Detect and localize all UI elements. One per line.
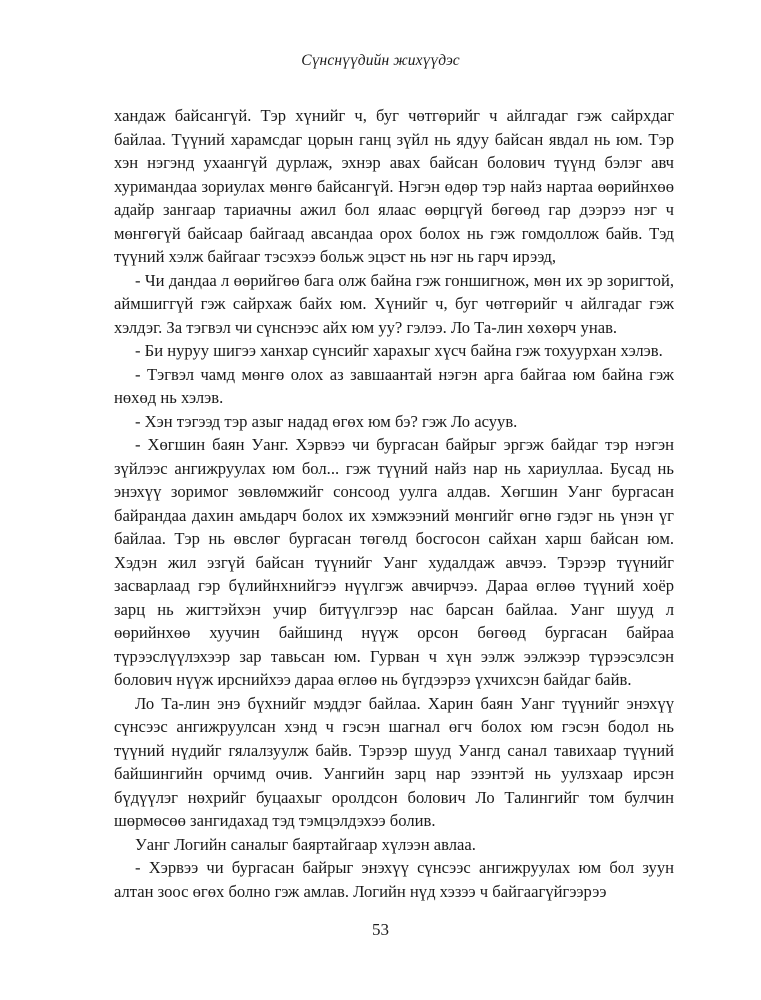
- paragraph: хандаж байсангүй. Тэр хүнийг ч, буг чөтгөрийг ч айлгадаг гэж сайрхдаг байлаа. Түүний харамсдаг цорын ганц зүйл нь ядуу байсан явдал нь юм. Тэр хэн нэгэнд ухаангүй дурлаж, эхнэр авах байсан болович түүнд бэлэг авч хуримандаа зориулах мөнгө байсангүй. Нэгэн өдөр тэр найз нартаа өөрийнхөө адайр зангаар тариачны ажил бол ялаас өөрцгүй бөгөөд гар дээрээ нэг ч мөнгөгүй байсаар байгаад авсандаа орох болох нь гэж гомдоллож байв. Тэд түүний хэлж байгааг тэсэхээ больж эцэст нь нэг нь гарч ирээд,: [114, 106, 674, 266]
- paragraph: - Би нуруу шигээ ханхар сүнсийг харахыг хүсч байна гэж тохуурхан хэлэв.: [135, 341, 663, 360]
- paragraph: Ло Та-лин энэ бүхнийг мэддэг байлаа. Харин баян Уанг түүнийг энэхүү сүнсээс ангижруулсан хэнд ч гэсэн шагнал өгч болох юм гэсэн бодол нь түүний нүдийг гялалзуулж байв. Тэрээр шууд Уангд санал тавихаар түүний байшингийн орчимд очив. Уангийн зарц нар эзэнтэй нь уулзхаар ирсэн бүдүүлэг нөхрийг буцаахыг оролдсон болович Ло Талингийг том булчин шөрмөсөө зангидахад тэд тэмцэлдэхээ болив.: [114, 693, 674, 830]
- running-header: Сүнснүүдийн жихүүдэс: [301, 52, 460, 69]
- paragraph: - Тэгвэл чамд мөнгө олох аз завшаантай нэгэн арга байгаа юм байна гэж нөхөд нь хэлэв.: [114, 364, 674, 407]
- paragraph: - Чи дандаа л өөрийгөө бага олж байна гэж гоншигнож, мөн их эр зоригтой, аймшиггүй гэж сайрхаж байх юм. Хүнийг ч, буг чөтгөрийг ч айлгадаг гэж хэлдэг. За тэгвэл чи сүнснээс айх юм уу? гэлээ. Ло Та-лин хөхөрч унав.: [114, 270, 674, 337]
- paragraph: - Хэрвээ чи бургасан байрыг энэхүү сүнсээс ангижруулах юм бол зуун алтан зоос өгөх болно гэж амлав. Логийн нүд хэзээ ч байгаагүйгээрээ: [114, 858, 674, 901]
- paragraph: - Хөгшин баян Уанг. Хэрвээ чи бургасан байрыг эргэж байдаг тэр нэгэн зүйлээс ангижруулах юм бол... гэж түүний найз нар нь хариуллаа. Бусад нь энэхүү зоримог зөвлөмжийг сонсоод уулга алдав. Хөгшин Уанг бургасан байрандаа дахин амьдарч болох их хэмжээний мөнгийг өгнө гэдэг нь үнэн үг байлаа. Тэр нь өвслөг бургасан төгөлд босгосон сайхан харш байсан юм. Хэдэн жил эзгүй байсан түүнийг Уанг худалдаж авчээ. Тэрээр түүнийг засварлаад гэр бүлийнхнийгээ нүүлгэж авчирчээ. Дараа өглөө түүний хоёр зарц нь жигтэйхэн учир битүүлгээр нас барсан байлаа. Уанг шууд л өөрийнхөө хуучин байшинд нүүж орсон бөгөөд бургасан байраа түрээслүүлэхээр зар тавьсан юм. Гурван ч хүн ээлж ээлжээр түрээсэлсэн болович нүүж ирснийхээ дараа өглөө нь бүгдээрээ үхчихсэн байдаг байв.: [114, 435, 674, 689]
- body-text: [114, 104, 674, 903]
- page-number: 53: [372, 920, 389, 939]
- paragraph: Уанг Логийн саналыг баяртайгаар хүлээн авлаа.: [135, 834, 476, 854]
- paragraph: - Хэн тэгээд тэр азыг надад өгөх юм бэ? гэж Ло асуув.: [135, 411, 518, 431]
